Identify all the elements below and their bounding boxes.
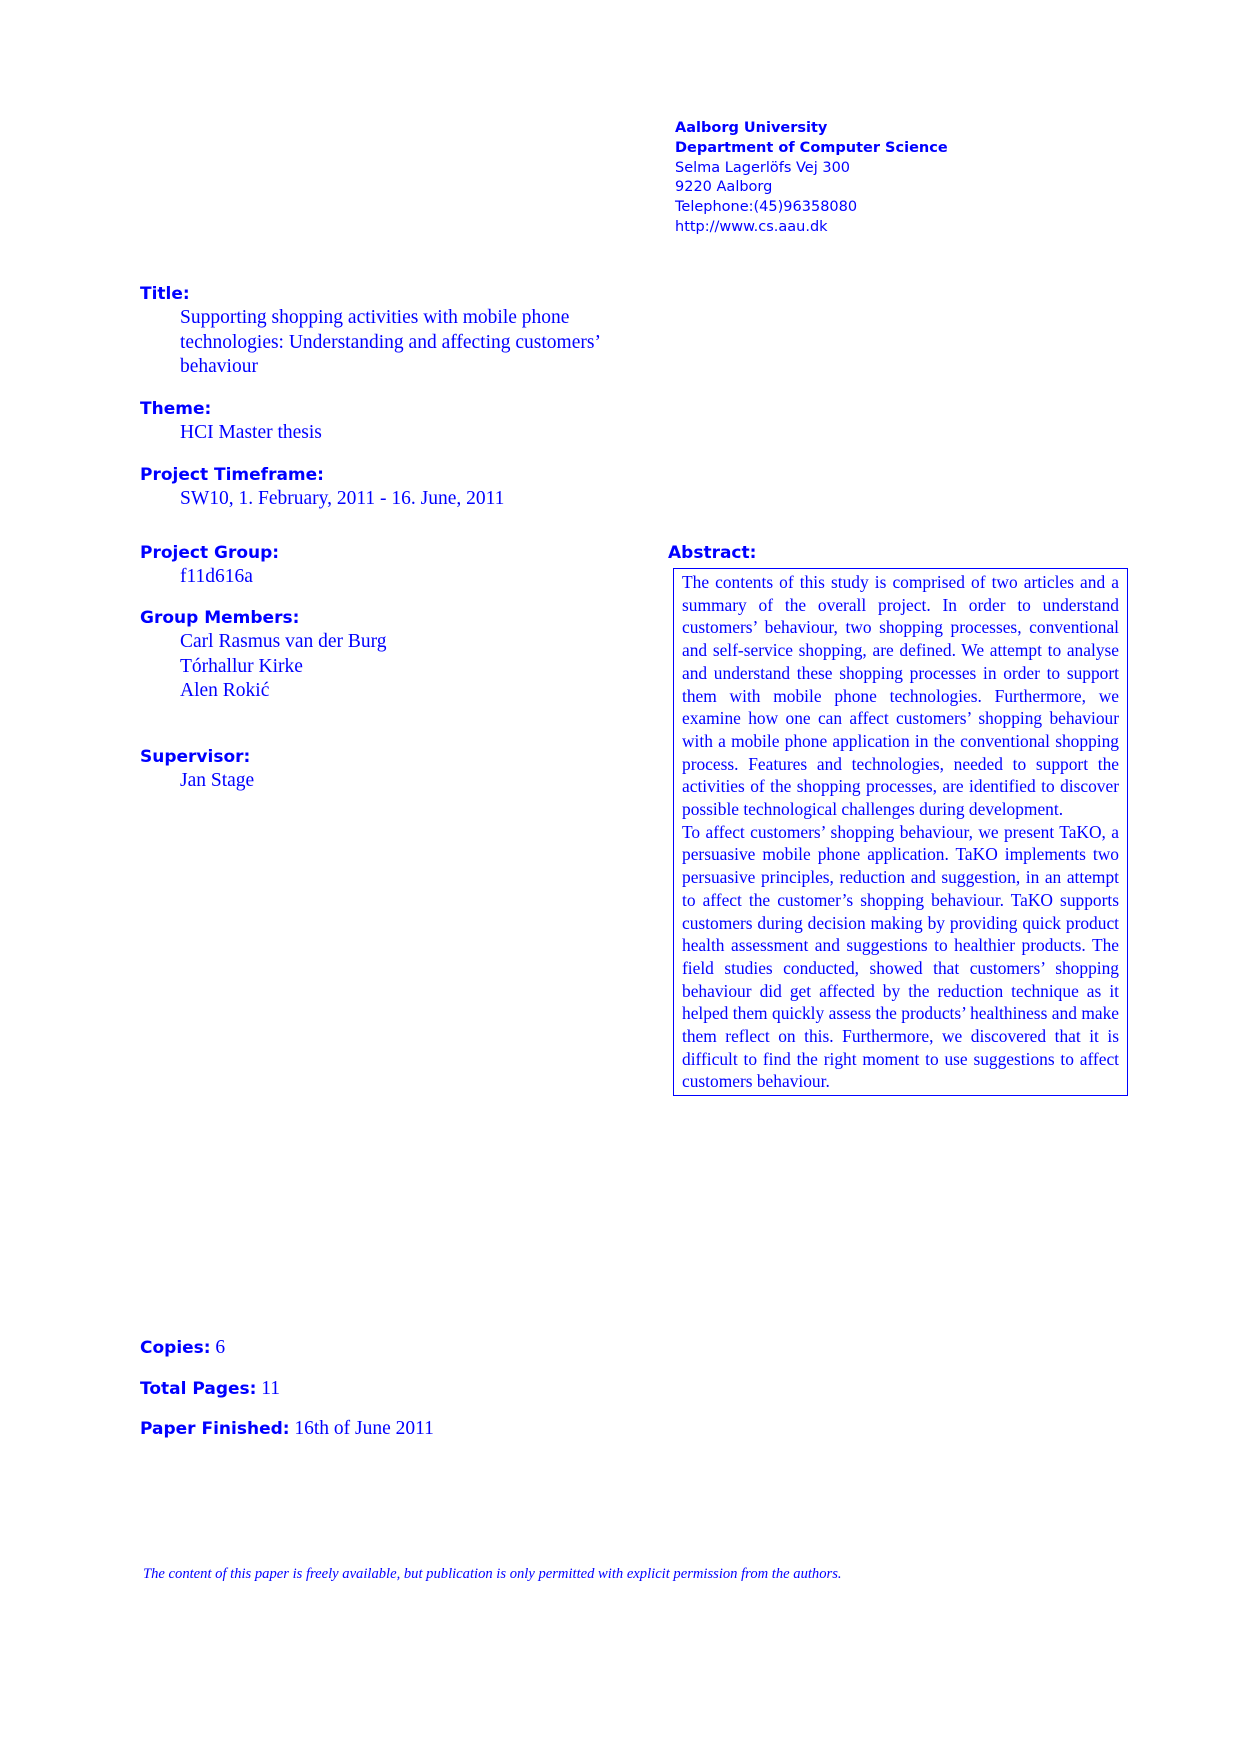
paper-finished-label: Paper Finished: (140, 1419, 290, 1439)
title-value: Supporting shopping activities with mobile phone technologies: Understanding and affecting customers’ behaviour (180, 307, 600, 377)
street-address: Selma Lagerlöfs Vej 300 (675, 159, 851, 176)
group-member: Tórhallur Kirke (180, 655, 303, 677)
total-pages-label: Total Pages: (140, 1379, 257, 1399)
title-field (140, 282, 620, 380)
theme-field (140, 397, 322, 446)
supervisor-field (140, 745, 254, 794)
abstract-paragraph: To affect customers’ shopping behaviour, we present TaKO, a persuasive mobile phone application. TaKO implements two persuasive principles, reduction and suggestion, in an attempt to affect the customer’s shopping behaviour. TaKO supports customers during decision making by providing quick product health assessment and suggestions to healthier products. The field studies conducted, showed that customers’ shopping behaviour did get affected by the reduction technique as it helped them quickly assess the products’ healthiness and make them reflect on this. Furthermore, we discovered that it is difficult to find the right moment to use suggestions to affect customers behaviour. (682, 821, 1119, 1092)
website-link[interactable]: http://www.cs.aau.dk (675, 218, 828, 235)
abstract-box (673, 568, 1128, 1096)
group-member: Carl Rasmus van der Burg (180, 631, 387, 652)
title-label: Title: (140, 284, 190, 304)
group-member: Alen Rokić (180, 680, 270, 701)
copies-value: 6 (215, 1337, 226, 1358)
copyright-notice: The content of this paper is freely available, but publication is only permitted with explicit permission from the authors. (143, 1566, 842, 1582)
group-members-label: Group Members: (140, 608, 300, 628)
supervisor-value: Jan Stage (180, 770, 255, 791)
paper-finished-value: 16th of June 2011 (294, 1418, 434, 1439)
abstract-paragraph: The contents of this study is comprised of two articles and a summary of the overall project. In order to understand customers’ behaviour, two shopping processes, conventional and self-service shopping, are defined. We attempt to analyse and understand these shopping processes in order to support them with mobile phone technologies. Furthermore, we examine how one can affect customers’ shopping behaviour with a mobile phone application in the conventional shopping process. Features and technologies, needed to support the activities of the shopping processes, are identified to discover possible technological challenges during development. (682, 572, 1119, 820)
copies-line (140, 1337, 225, 1359)
copies-label: Copies: (140, 1338, 211, 1358)
timeframe-label: Project Timeframe: (140, 465, 324, 485)
city: 9220 Aalborg (675, 179, 773, 196)
group-members-field (140, 606, 387, 704)
total-pages-value: 11 (261, 1378, 280, 1399)
total-pages-line (140, 1378, 280, 1400)
theme-label: Theme: (140, 399, 212, 419)
project-group-value: f11d616a (180, 566, 253, 587)
department-name: Department of Computer Science (675, 139, 948, 156)
abstract-heading: Abstract: (668, 543, 757, 563)
theme-value: HCI Master thesis (180, 422, 322, 443)
university-name: Aalborg University (675, 120, 828, 136)
project-group-label: Project Group: (140, 543, 280, 563)
timeframe-field (140, 463, 504, 512)
institution-address (675, 119, 948, 238)
supervisor-label: Supervisor: (140, 747, 251, 767)
project-group-field (140, 541, 279, 590)
timeframe-value: SW10, 1. February, 2011 - 16. June, 2011 (180, 488, 505, 509)
telephone: Telephone:(45)96358080 (675, 199, 858, 216)
paper-finished-line (140, 1418, 434, 1440)
